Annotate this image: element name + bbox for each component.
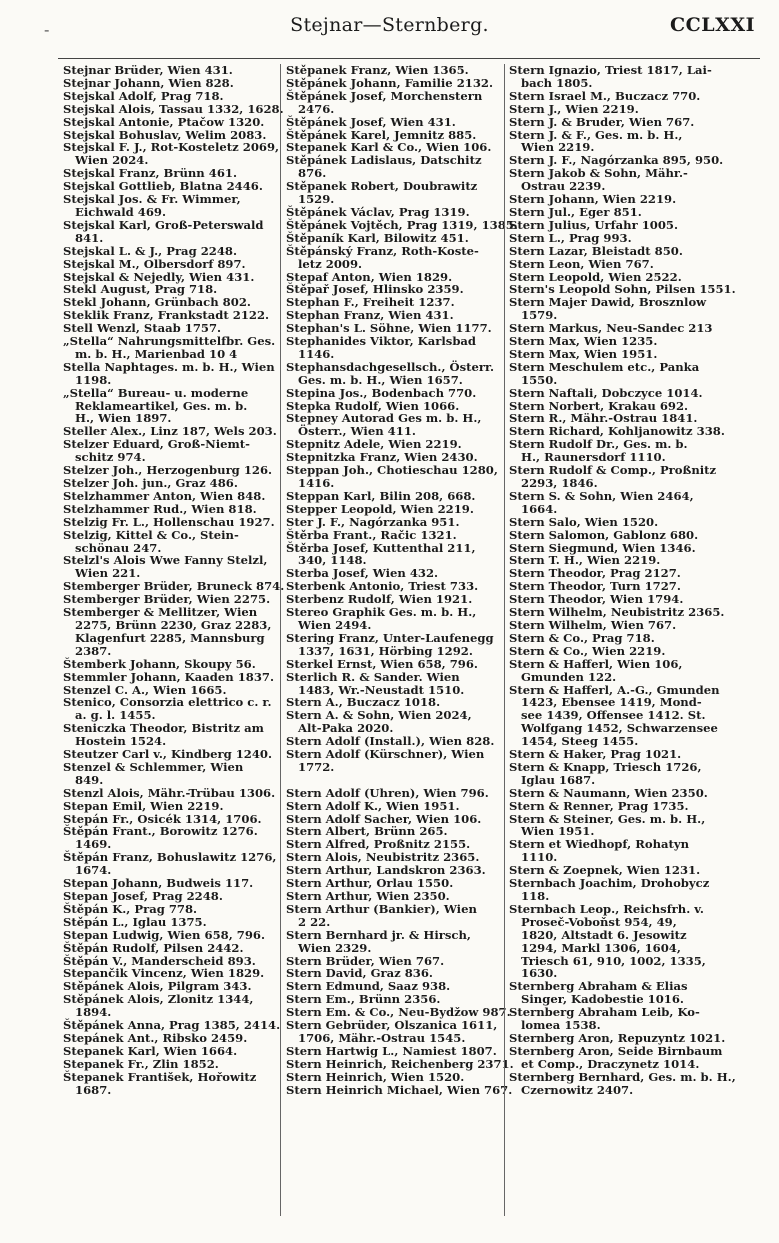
directory-entry: Stejskal Alois, Tassau 1332, 1628. — [63, 101, 284, 116]
directory-entry: Stern Arthur, Wien 2350. — [286, 889, 450, 903]
directory-entry: Stephan F., Freiheit 1237. — [286, 295, 455, 310]
directory-entry: Stemberger & Mellitzer, Wien — [63, 605, 258, 620]
directory-entry: Steklik Franz, Frankstadt 2122. — [63, 308, 270, 323]
entry-continuation: m. b. H., Marienbad 10 4 — [75, 346, 238, 361]
directory-entry: Stejskal L. & J., Prag 2248. — [63, 243, 238, 258]
directory-entry: Sterba Josef, Wien 432. — [286, 566, 439, 581]
directory-entry: Stelzhammer Rud., Wien 818. — [63, 501, 257, 516]
directory-entry: Stern Max, Wien 1951. — [509, 346, 658, 361]
entry-continuation: 1579. — [521, 308, 558, 323]
entry-continuation: 1337, 1631, Hörbing 1292. — [298, 643, 473, 658]
entry-continuation: 1630. — [521, 966, 558, 981]
directory-entry: Stepán Fr., Osicék 1314, 1706. — [63, 811, 262, 826]
directory-entry: Stejskal Antonie, Ptačow 1320. — [63, 114, 265, 129]
directory-entry: Štěpánek Josef, Wien 431. — [286, 114, 456, 129]
directory-entry: Stern J. F., Nagórzanka 895, 950. — [509, 153, 724, 168]
directory-entry: „Stella“ Bureau- u. moderne — [63, 385, 249, 400]
directory-entry: Stejskal Franz, Brünn 461. — [63, 166, 238, 181]
directory-entry: Stephan Franz, Wien 431. — [286, 308, 454, 323]
directory-entry: Stern Max, Wien 1235. — [509, 334, 658, 349]
directory-entry: Stern J. & Bruder, Wien 767. — [509, 114, 695, 129]
entry-continuation: Wien 221. — [75, 566, 141, 581]
entry-continuation: schönau 247. — [75, 540, 162, 555]
entry-continuation: 841. — [75, 230, 104, 245]
page-header — [0, 0, 779, 50]
entry-continuation: 1423, Ebensee 1419, Mond- — [521, 695, 702, 710]
directory-entry: Stern R., Mähr.-Ostrau 1841. — [509, 411, 698, 426]
directory-entry: Stěpanek Robert, Doubrawitz — [286, 179, 478, 194]
entry-continuation: 1529. — [298, 192, 335, 207]
directory-entry: Steutzer Carl v., Kindberg 1240. — [63, 747, 273, 762]
directory-entry: Stern Rudolf Dr., Ges. m. b. — [509, 437, 688, 452]
directory-entry: Sternberg Bernhard, Ges. m. b. H., — [509, 1069, 736, 1084]
entry-continuation: Eichwald 469. — [75, 204, 167, 219]
directory-entry: Štemberk Johann, Skoupy 56. — [63, 656, 256, 671]
entry-continuation: 1146. — [298, 346, 335, 361]
directory-entry: Stern & Zoepnek, Wien 1231. — [509, 863, 701, 878]
directory-entry: Stering Franz, Unter-Laufenegg — [286, 630, 494, 645]
directory-entry: Sternberg Aron, Seide Birnbaum — [509, 1043, 723, 1058]
directory-entry: Stepan Ludwig, Wien 658, 796. — [63, 927, 266, 942]
directory-entry: Stern Israel M., Buczacz 770. — [509, 88, 701, 103]
directory-entry: Stejskal F. J., Rot-Kosteletz 2069, — [63, 140, 280, 155]
directory-entry: Stepnitz Adele, Wien 2219. — [286, 437, 462, 452]
directory-entry: Stern S. & Sohn, Wien 2464, — [509, 488, 694, 503]
directory-entry: Stepka Rudolf, Wien 1066. — [286, 398, 460, 413]
directory-entry: Stern Adolf Sacher, Wien 106. — [286, 811, 482, 826]
directory-entry: Štěpán Rudolf, Pilsen 2442. — [63, 940, 244, 955]
directory-entry: Stelzer Joh. jun., Graz 486. — [63, 476, 238, 490]
entry-continuation: Gmunden 122. — [521, 669, 617, 684]
directory-entry: Štěpař Josef, Hlinsko 2359. — [286, 282, 464, 297]
directory-entry: Stern Rudolf & Comp., Proßnitz — [509, 463, 717, 478]
directory-entry: Stephan's L. Söhne, Wien 1177. — [286, 321, 492, 336]
directory-entry: Stern Wilhelm, Wien 767. — [509, 617, 677, 632]
directory-entry: Stern Meschulem etc., Panka — [509, 359, 700, 374]
directory-entry: Stephansdachgesellsch., Österr. — [286, 359, 495, 374]
directory-entry: Steller Alex., Linz 187, Wels 203. — [63, 424, 277, 439]
directory-entry: Stepanek Fr., Zlin 1852. — [63, 1056, 219, 1071]
directory-entry: Stern Em. & Co., Neu-Bydžow 987. — [286, 1005, 511, 1020]
directory-entry: Stepan Emil, Wien 2219. — [63, 798, 224, 813]
directory-entry: Stern Em., Brünn 2356. — [286, 992, 441, 1007]
directory-entry: Stelzer Eduard, Groß-Niemt- — [63, 437, 250, 452]
directory-entry: Stejnar Johann, Wien 828. — [63, 75, 234, 90]
directory-entry: Stenzel C. A., Wien 1665. — [63, 682, 227, 697]
directory-entry: Stejskal Gottlieb, Blatna 2446. — [63, 179, 263, 194]
directory-entry: Stepan Johann, Budweis 117. — [63, 876, 254, 891]
entry-continuation: H., Wien 1897. — [75, 411, 172, 426]
directory-entry: Stepánek Ant., Ribsko 2459. — [63, 1030, 248, 1045]
directory-entry: Stern Siegmund, Wien 1346. — [509, 540, 696, 555]
column-divider — [504, 64, 505, 1216]
directory-entry: Stern & Knapp, Triesch 1726, — [509, 759, 702, 774]
entry-continuation: Alt-Paka 2020. — [298, 721, 394, 736]
entry-continuation: 1674. — [75, 863, 112, 878]
directory-entry: Stell Wenzl, Staab 1757. — [63, 321, 222, 336]
directory-entry: Stern Leopold, Wien 2522. — [509, 269, 682, 284]
entry-continuation: 2476. — [298, 101, 335, 116]
entry-continuation: et Comp., Draczynetz 1014. — [521, 1056, 700, 1071]
entry-continuation: Hostein 1524. — [75, 734, 167, 749]
directory-entry: Stepper Leopold, Wien 2219. — [286, 501, 474, 516]
directory-entry: Stern Salo, Wien 1520. — [509, 514, 659, 529]
directory-entry: Stern Alois, Neubistritz 2365. — [286, 850, 480, 865]
directory-entry: Štěpaník Karl, Bilowitz 451. — [286, 230, 469, 245]
entry-continuation: Wien 2329. — [298, 940, 372, 955]
directory-entry: Stern & Steiner, Ges. m. b. H., — [509, 811, 706, 826]
directory-entry: Štěpánský Franz, Roth-Koste- — [286, 243, 479, 258]
directory-entry: Stern Salomon, Gablonz 680. — [509, 527, 699, 542]
entry-continuation: lomea 1538. — [521, 1018, 601, 1033]
directory-entry: Štěpán Frant., Borowitz 1276. — [63, 824, 258, 839]
directory-entry: Stern Theodor, Wien 1794. — [509, 592, 684, 607]
directory-entry: Stern Alfred, Proßnitz 2155. — [286, 837, 471, 852]
directory-entry: Stejnar Brüder, Wien 431. — [63, 63, 233, 77]
directory-entry: Stern Gebrüder, Olszanica 1611, — [286, 1018, 498, 1033]
directory-column-2 — [286, 63, 518, 1234]
entry-continuation: 849. — [75, 772, 104, 787]
directory-entry: Stern J., Wien 2219. — [509, 101, 639, 116]
entry-continuation: Wien 2494. — [298, 617, 372, 632]
page-number: CCLXXI — [670, 14, 755, 36]
directory-entry: Stephanides Viktor, Karlsbad — [286, 334, 477, 349]
entry-continuation: Triesch 61, 910, 1002, 1335, — [521, 953, 706, 968]
entry-continuation: 1416. — [298, 476, 335, 490]
entry-continuation: 1706, Mähr.-Ostrau 1545. — [298, 1030, 466, 1045]
directory-entry: Stern Edmund, Saaz 938. — [286, 979, 451, 994]
entry-continuation: Wien 2024. — [75, 153, 149, 168]
directory-entry: Steppan Joh., Chotieschau 1280, — [286, 463, 498, 478]
header-rule — [58, 58, 760, 59]
entry-continuation: 1550. — [521, 372, 558, 387]
directory-entry: Steppan Karl, Bilin 208, 668. — [286, 488, 476, 503]
entry-continuation: Ges. m. b. H., Wien 1657. — [298, 372, 463, 387]
directory-entry: Stern Albert, Brünn 265. — [286, 824, 448, 839]
entry-continuation: H., Raunersdorf 1110. — [521, 450, 666, 465]
directory-entry: Stern & Naumann, Wien 2350. — [509, 785, 708, 800]
directory-entry — [286, 774, 494, 787]
directory-entry: Stepney Autorad Ges m. b. H., — [286, 411, 482, 426]
directory-entry: Stern Bernhard jr. & Hirsch, — [286, 927, 471, 942]
entry-continuation: Klagenfurt 2285, Mannsburg — [75, 630, 265, 645]
directory-entry: Stekl August, Prag 718. — [63, 282, 218, 297]
directory-entry: Stěpánek Alois, Zlonitz 1344, — [63, 992, 254, 1007]
directory-entry: Stern Theodor, Prag 2127. — [509, 566, 681, 581]
directory-entry: Stejskal M., Olbersdorf 897. — [63, 256, 246, 271]
entry-continuation: 1294, Markl 1306, 1604, — [521, 940, 681, 955]
directory-entry: Sternberg Abraham & Elias — [509, 979, 688, 994]
directory-entry: Stemmler Johann, Kaaden 1837. — [63, 669, 275, 684]
directory-entry: Stern Norbert, Krakau 692. — [509, 398, 689, 413]
directory-entry: Stekl Johann, Grünbach 802. — [63, 295, 251, 310]
directory-entry: Stěpán L., Iglau 1375. — [63, 914, 207, 929]
directory-entry: „Stella“ Nahrungsmittelfbr. Ges. — [63, 334, 276, 349]
entry-continuation: Wien 1951. — [521, 824, 595, 839]
directory-entry: Stenzl Alois, Mähr.-Trübau 1306. — [63, 785, 276, 800]
directory-entry: Stern & Co., Prag 718. — [509, 630, 655, 645]
directory-entry: Stelzhammer Anton, Wien 848. — [63, 488, 266, 503]
directory-entry: Stern Theodor, Turn 1727. — [509, 579, 681, 594]
entry-continuation: Ostrau 2239. — [521, 179, 606, 194]
directory-entry: Stepaf Anton, Wien 1829. — [286, 269, 453, 284]
directory-entry: Stern Adolf (Install.), Wien 828. — [286, 734, 495, 749]
directory-entry: Sterbenk Antonio, Triest 733. — [286, 579, 479, 594]
entry-continuation: 2 22. — [298, 914, 331, 929]
directory-entry: Stern A., Buczacz 1018. — [286, 695, 441, 710]
entry-continuation: 1454, Steeg 1455. — [521, 734, 639, 749]
directory-entry: Stejskal Adolf, Prag 718. — [63, 88, 224, 103]
directory-entry: Sterkel Ernst, Wien 658, 796. — [286, 656, 478, 671]
directory-entry: Stern Wilhelm, Neubistritz 2365. — [509, 605, 725, 620]
entry-continuation: Singer, Kadobestie 1016. — [521, 992, 684, 1007]
directory-entry: Stemberger Brüder, Bruneck 874. — [63, 579, 285, 594]
directory-entry: Stepančik Vincenz, Wien 1829. — [63, 966, 265, 981]
directory-entry: Stepanek Karl & Co., Wien 106. — [286, 140, 492, 155]
directory-entry: Sternberg Aron, Repuzyntz 1021. — [509, 1030, 726, 1045]
directory-entry: Stěpánek Alois, Pilgram 343. — [63, 979, 252, 994]
entry-continuation: bach 1805. — [521, 75, 593, 90]
directory-entry: Stern Julius, Urfahr 1005. — [509, 217, 679, 232]
entry-continuation: 876. — [298, 166, 327, 181]
directory-entry: Stern & Renner, Prag 1735. — [509, 798, 689, 813]
directory-entry: Stella Naphtages. m. b. H., Wien — [63, 359, 275, 374]
directory-entry: Stern & Haker, Prag 1021. — [509, 747, 682, 762]
entry-continuation: 1483, Wr.-Neustadt 1510. — [298, 682, 465, 697]
directory-column-3 — [509, 63, 736, 1234]
directory-entry: Stern Arthur, Landskron 2363. — [286, 863, 486, 878]
directory-entry: Štěpánek Karel, Jemnitz 885. — [286, 127, 477, 142]
entry-continuation: 340, 1148. — [298, 553, 367, 568]
directory-entry: Stern Adolf K., Wien 1951. — [286, 798, 460, 813]
directory-entry: Štěpánek Vojtěch, Prag 1319, 1385. — [286, 217, 518, 232]
entry-continuation: Czernowitz 2407. — [521, 1082, 634, 1097]
directory-entry: Stern Adolf (Uhren), Wien 796. — [286, 785, 489, 800]
directory-column-1 — [63, 63, 285, 1234]
directory-entry: Stern Jakob & Sohn, Mähr.- — [509, 166, 688, 181]
directory-entry: Stereo Graphik Ges. m. b. H., — [286, 605, 477, 620]
directory-entry: Stern Lazar, Bleistadt 850. — [509, 243, 683, 258]
directory-entry: Stepnitzka Franz, Wien 2430. — [286, 450, 478, 465]
directory-entry: Štepanek František, Hořowitz — [63, 1069, 257, 1084]
directory-entry: Stern J. & F., Ges. m. b. H., — [509, 127, 683, 142]
entry-continuation: Reklameartikel, Ges. m. b. — [75, 398, 248, 413]
directory-entry: Stelzig Fr. L., Hollenschau 1927. — [63, 514, 275, 529]
directory-entry: Stern T. H., Wien 2219. — [509, 553, 661, 568]
directory-entry: Stern Arthur, Orlau 1550. — [286, 876, 454, 891]
directory-entry: Stern et Wiedhopf, Rohatyn — [509, 837, 690, 852]
directory-entry: Stern & Co., Wien 2219. — [509, 643, 666, 658]
directory-entry: Sternbach Joachim, Drohobycz — [509, 876, 710, 891]
directory-entry: Stern Jul., Eger 851. — [509, 204, 642, 219]
directory-entry: Stern Hartwig L., Namiest 1807. — [286, 1043, 497, 1058]
directory-entry: Stěpánek Johann, Familie 2132. — [286, 75, 493, 90]
entry-continuation: 1664. — [521, 501, 558, 516]
directory-entry: Stern Johann, Wien 2219. — [509, 192, 677, 207]
column-divider — [280, 64, 281, 1216]
entry-continuation: 118. — [521, 889, 550, 903]
page-title: Stejnar—Sternberg. — [290, 14, 489, 36]
directory-entry: Ster J. F., Nagórzanka 951. — [286, 514, 460, 529]
directory-entry: Stern L., Prag 993. — [509, 230, 632, 245]
entry-continuation: Iglau 1687. — [521, 772, 596, 787]
directory-entry: Stejskal & Nejedly, Wien 431. — [63, 269, 255, 284]
directory-entry: Stern Adolf (Kürschner), Wien — [286, 747, 485, 762]
directory-entry: Sternberg Abraham Leib, Ko- — [509, 1005, 700, 1020]
directory-entry: Stěpánek Ladislaus, Datschitz — [286, 153, 482, 168]
directory-entry: Stern Majer Dawid, Brosznlow — [509, 295, 707, 310]
directory-entry: Stěpanek Franz, Wien 1365. — [286, 63, 469, 77]
entry-continuation: a. g. l. 1455. — [75, 708, 156, 723]
directory-entry: Stern Brüder, Wien 767. — [286, 953, 445, 968]
directory-entry: Stenzel & Schlemmer, Wien — [63, 759, 244, 774]
entry-continuation: 1198. — [75, 372, 112, 387]
directory-entry: Štěpán Franz, Bohuslawitz 1276, — [63, 850, 277, 865]
entry-continuation: 1687. — [75, 1082, 112, 1097]
entry-continuation: 2275, Brünn 2230, Graz 2283, — [75, 617, 272, 632]
entry-continuation: Proseč-Voboňst 954, 49, — [521, 914, 677, 929]
entry-continuation: 2293, 1846. — [521, 476, 598, 490]
directory-entry: Štěpán V., Manderscheid 893. — [63, 953, 256, 968]
directory-entry: Stejskal Bohuslav, Welim 2083. — [63, 127, 267, 142]
directory-entry: Stern A. & Sohn, Wien 2024, — [286, 708, 472, 723]
directory-entry: Stelzig, Kittel & Co., Stein- — [63, 527, 239, 542]
directory-entry: Štěrba Frant., Račic 1321. — [286, 527, 457, 542]
entry-continuation: Wolfgang 1452, Schwarzensee — [521, 721, 718, 736]
directory-entry: Sterbenz Rudolf, Wien 1921. — [286, 592, 473, 607]
directory-entry: Stejskal Jos. & Fr. Wimmer, — [63, 192, 241, 207]
directory-entry: Štěpán K., Prag 778. — [63, 901, 198, 916]
entry-continuation: 1772. — [298, 759, 335, 774]
entry-continuation: Wien 2219. — [521, 140, 595, 155]
directory-entry: Stepanek Karl, Wien 1664. — [63, 1043, 238, 1058]
entry-continuation: Österr., Wien 411. — [298, 424, 416, 439]
directory-entry: Stern's Leopold Sohn, Pilsen 1551. — [509, 282, 736, 297]
directory-entry: Stepan Josef, Prag 2248. — [63, 889, 223, 903]
entry-continuation: see 1439, Offensee 1412. St. — [521, 708, 706, 723]
directory-entry: Stern Leon, Wien 767. — [509, 256, 654, 271]
margin-mark: - — [44, 20, 50, 39]
directory-entry: Štěpánek Anna, Prag 1385, 2414. — [63, 1018, 281, 1033]
directory-entry: Stern David, Graz 836. — [286, 966, 433, 981]
directory-entry: Štěpánek Josef, Morchenstern — [286, 88, 483, 103]
entry-continuation: 2387. — [75, 643, 112, 658]
directory-entry: Stern Heinrich Michael, Wien 767. — [286, 1082, 513, 1097]
directory-entry: Štěpánek Václav, Prag 1319. — [286, 204, 470, 219]
directory-entry: Stenico, Consorzia elettrico c. r. — [63, 695, 272, 710]
directory-entry: Stern Heinrich, Reichenberg 2371. — [286, 1056, 514, 1071]
directory-entry: Steniczka Theodor, Bistritz am — [63, 721, 264, 736]
directory-entry: Stern Heinrich, Wien 1520. — [286, 1069, 465, 1084]
directory-entry: Stemberger Brüder, Wien 2275. — [63, 592, 271, 607]
entry-continuation: letz 2009. — [298, 256, 363, 271]
directory-entry: Stern Arthur (Bankier), Wien — [286, 901, 477, 916]
directory-entry: Stejskal Karl, Groß-Peterswald — [63, 217, 264, 232]
entry-continuation: schitz 974. — [75, 450, 146, 465]
directory-entry: Stern Richard, Kohljanowitz 338. — [509, 424, 725, 439]
directory-entry: Stern & Hafferl, A.-G., Gmunden — [509, 682, 720, 697]
directory-entry: Stelzl's Alois Wwe Fanny Stelzl, — [63, 553, 268, 568]
directory-entry: Stepina Jos., Bodenbach 770. — [286, 385, 477, 400]
directory-entry: Stern & Hafferl, Wien 106, — [509, 656, 683, 671]
entry-continuation: 1894. — [75, 1005, 112, 1020]
entry-continuation: 1110. — [521, 850, 558, 865]
directory-entry: Stern Ignazio, Triest 1817, Lai- — [509, 63, 712, 77]
directory-entry: Stern Markus, Neu-Sandec 213 — [509, 321, 713, 336]
directory-entry: Stern Naftali, Dobczyce 1014. — [509, 385, 703, 400]
directory-entry: Stelzer Joh., Herzogenburg 126. — [63, 463, 273, 478]
directory-entry: Sternbach Leop., Reichsfrh. v. — [509, 901, 704, 916]
entry-continuation: 1469. — [75, 837, 112, 852]
entry-continuation: 1820, Altstadt 6. Jesowitz — [521, 927, 687, 942]
directory-entry: Štěrba Josef, Kuttenthal 211, — [286, 540, 476, 555]
directory-entry: Sterlich R. & Sander. Wien — [286, 669, 460, 684]
